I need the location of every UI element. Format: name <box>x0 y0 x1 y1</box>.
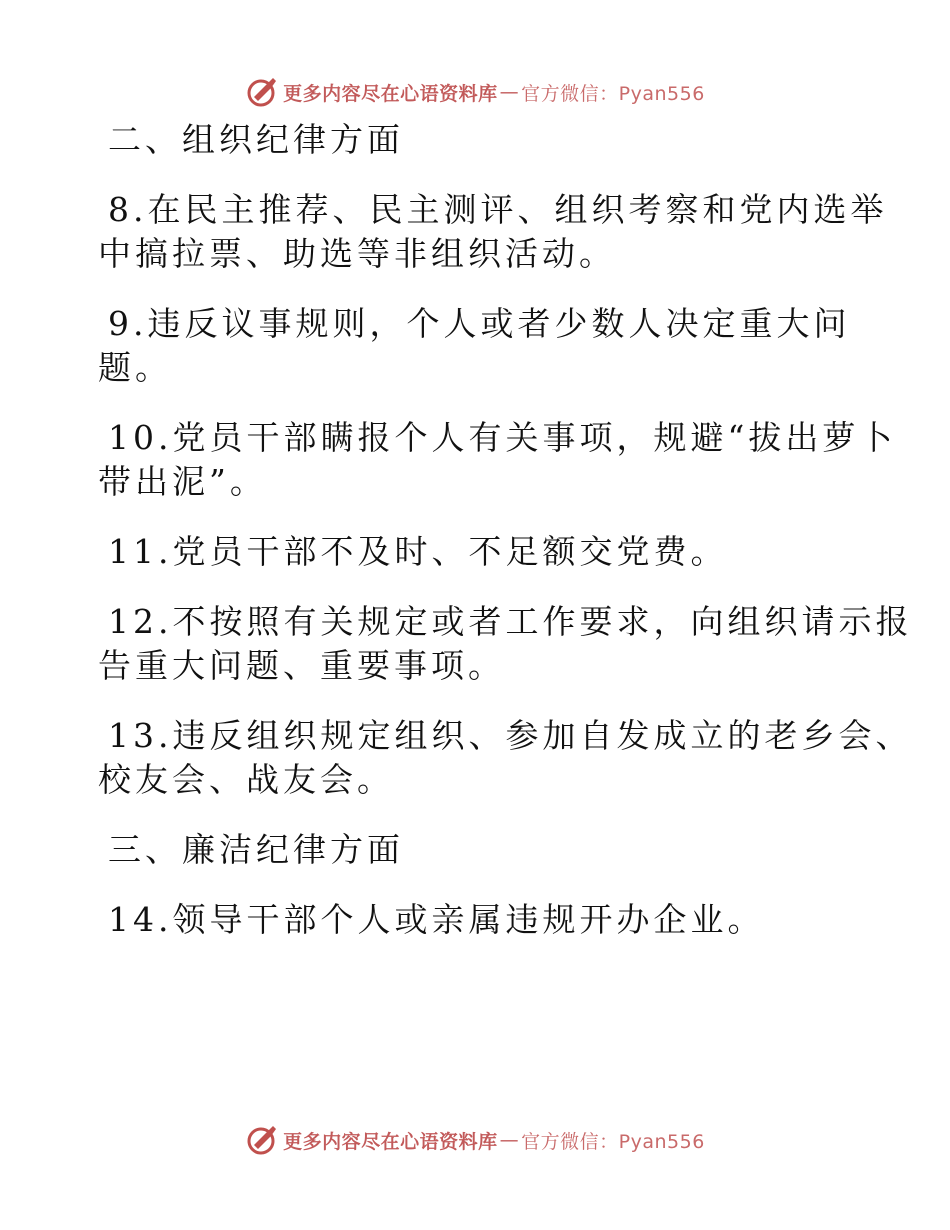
paragraph-line: 9.违反议事规则，个人或者少数人决定重大问 <box>108 304 851 343</box>
paragraph-line: 二、组织纪律方面 <box>108 120 404 159</box>
paragraph-line: 11.党员干部不及时、不足额交党费。 <box>108 532 728 571</box>
item-10 <box>98 416 897 504</box>
item-9 <box>98 302 858 390</box>
section-heading-organization <box>98 118 858 162</box>
item-8 <box>98 188 888 276</box>
paragraph-line: 12.不按照有关规定或者工作要求，向组织请示报 <box>108 602 913 641</box>
paragraph-line: 8.在民主推荐、民主测评、组织考察和党内选举 <box>108 190 888 229</box>
watermark-footer <box>0 1120 950 1160</box>
watermark-header <box>0 72 950 112</box>
item-14 <box>98 898 858 942</box>
watermark-dash: — <box>499 1129 520 1151</box>
pen-logo-icon <box>245 75 279 109</box>
watermark-dash: — <box>499 81 520 103</box>
document-body <box>98 118 913 968</box>
paragraph-line: 带出泥”。 <box>98 462 267 501</box>
watermark-wechat-text: 官方微信：Pyan556 <box>521 82 705 105</box>
paragraph-line: 14.领导干部个人或亲属违规开办企业。 <box>108 900 765 939</box>
pen-logo-icon <box>245 1123 279 1157</box>
paragraph-line: 告重大问题、重要事项。 <box>98 646 505 685</box>
paragraph-line: 13.违反组织规定组织、参加自发成立的老乡会、 <box>108 716 913 755</box>
item-12 <box>98 600 913 688</box>
item-13 <box>98 714 913 802</box>
section-heading-integrity <box>98 828 858 872</box>
watermark-cn-text: 更多内容尽在心语资料库 <box>283 1130 498 1153</box>
watermark-cn-text: 更多内容尽在心语资料库 <box>283 82 498 105</box>
paragraph-line: 10.党员干部瞒报个人有关事项，规避“拔出萝卜 <box>108 418 897 457</box>
paragraph-line: 校友会、战友会。 <box>98 760 394 799</box>
paragraph-line: 中搞拉票、助选等非组织活动。 <box>98 234 616 273</box>
item-11 <box>98 530 858 574</box>
paragraph-line: 三、廉洁纪律方面 <box>108 830 404 869</box>
watermark-wechat-text: 官方微信：Pyan556 <box>521 1130 705 1153</box>
paragraph-line: 题。 <box>98 348 172 387</box>
